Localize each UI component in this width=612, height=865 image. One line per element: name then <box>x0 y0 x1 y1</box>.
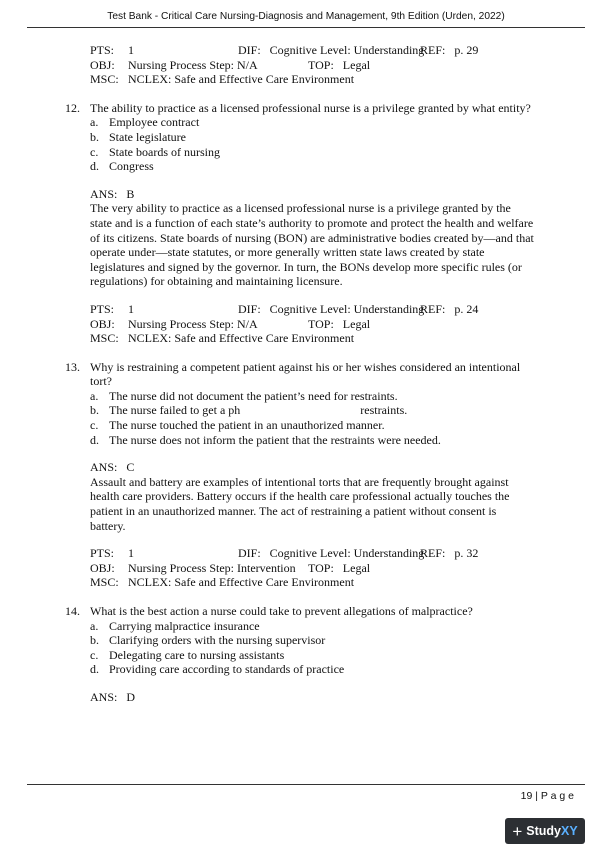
answer: ANS: C <box>90 460 135 475</box>
question-stem: Why is restraining a competent patient against his or her wishes considered an intentional tort? <box>90 359 521 389</box>
obj-label: OBJ: <box>90 57 115 72</box>
option-b: b. Clarifying orders with the nursing supervisor <box>90 633 326 648</box>
dif-field: DIF: Cognitive Level: Understanding <box>238 43 425 57</box>
pts-value: 1 <box>128 43 134 57</box>
option-d: d. The nurse does not inform the patient that the restraints were needed. <box>90 432 441 447</box>
answer: ANS: B <box>90 186 135 201</box>
question-number: 12. <box>65 100 80 115</box>
studyxy-logo[interactable]: + Study XY <box>505 818 585 844</box>
option-c: c. The nurse touched the patient in an unauthorized manner. <box>90 418 385 433</box>
plus-icon: + <box>512 821 523 841</box>
question-12 <box>65 101 580 346</box>
question-13 <box>65 360 580 590</box>
meta-block: PTS: 1 DIF: Cognitive Level: Understanding REF: p. 32 OBJ: Nursing Process Step: Intervention TOP: Legal MSC: NCLEX: Safe and Effective Care Environment <box>90 546 479 590</box>
option-b: b. The nurse failed to get a ph restraints. <box>90 403 408 418</box>
footer-rule <box>27 784 585 785</box>
options-list <box>90 389 580 447</box>
question-14 <box>65 604 580 705</box>
option-b: b. State legislature <box>90 129 186 144</box>
meta-block: PTS: 1 DIF: Cognitive Level: Understanding REF: p. 24 OBJ: Nursing Process Step: N/A TOP: Legal MSC: NCLEX: Safe and Effective Care Environment <box>90 301 479 346</box>
ref-field: REF: p. 29 <box>420 43 479 57</box>
rationale: Assault and battery are examples of intentional torts that are frequently brought against health care providers. Battery occurs if the health care professional actually touches the patient in an unauthorized manner. The act of restraining a patient without consent is battery. <box>90 474 510 533</box>
msc-label: MSC: <box>90 72 119 87</box>
option-c: c. Delegating care to nursing assistants <box>90 647 285 662</box>
answer: ANS: D <box>90 689 136 704</box>
header-rule <box>27 27 585 28</box>
option-d: d. Congress <box>90 159 154 174</box>
option-c: c. State boards of nursing <box>90 144 220 159</box>
page-number: 19 | P a g e <box>520 790 574 802</box>
obj-value: Nursing Process Step: N/A <box>128 57 258 72</box>
top-field: TOP: Legal <box>308 57 371 72</box>
msc-value: NCLEX: Safe and Effective Care Environment <box>128 72 355 87</box>
option-d: d. Providing care according to standards of practice <box>90 662 345 677</box>
options-list <box>90 115 580 173</box>
question-stem: What is the best action a nurse could take to prevent allegations of malpractice? <box>90 604 473 618</box>
question-number: 13. <box>65 359 80 374</box>
rationale: The very ability to practice as a licensed professional nurse is a privilege granted by the state and is a function of each state’s authority to promote and protect the health and welfare of its citizens. State boards of nursing (BON) are administrative bodies created by—and that operate under—state statutes, or more generally written state laws created by state legislatures and signed by the governor. In turn, the BONs develop more specific rules (or regulations) for obtaining and maintaining licensure. <box>90 201 534 289</box>
meta-block-top <box>90 43 580 87</box>
question-number: 14. <box>65 604 80 618</box>
pts-label: PTS: <box>90 43 115 57</box>
options-list <box>90 619 580 677</box>
option-a: a. Carrying malpractice insurance <box>90 618 260 633</box>
page-header: Test Bank - Critical Care Nursing-Diagnosis and Management, 9th Edition (Urden, 2022) <box>107 11 505 22</box>
document-body <box>65 43 580 705</box>
question-stem: The ability to practice as a licensed professional nurse is a privilege granted by what entity? <box>90 100 531 115</box>
option-a: a. The nurse did not document the patient’s need for restraints. <box>90 388 398 403</box>
option-a: a. Employee contract <box>90 115 200 130</box>
